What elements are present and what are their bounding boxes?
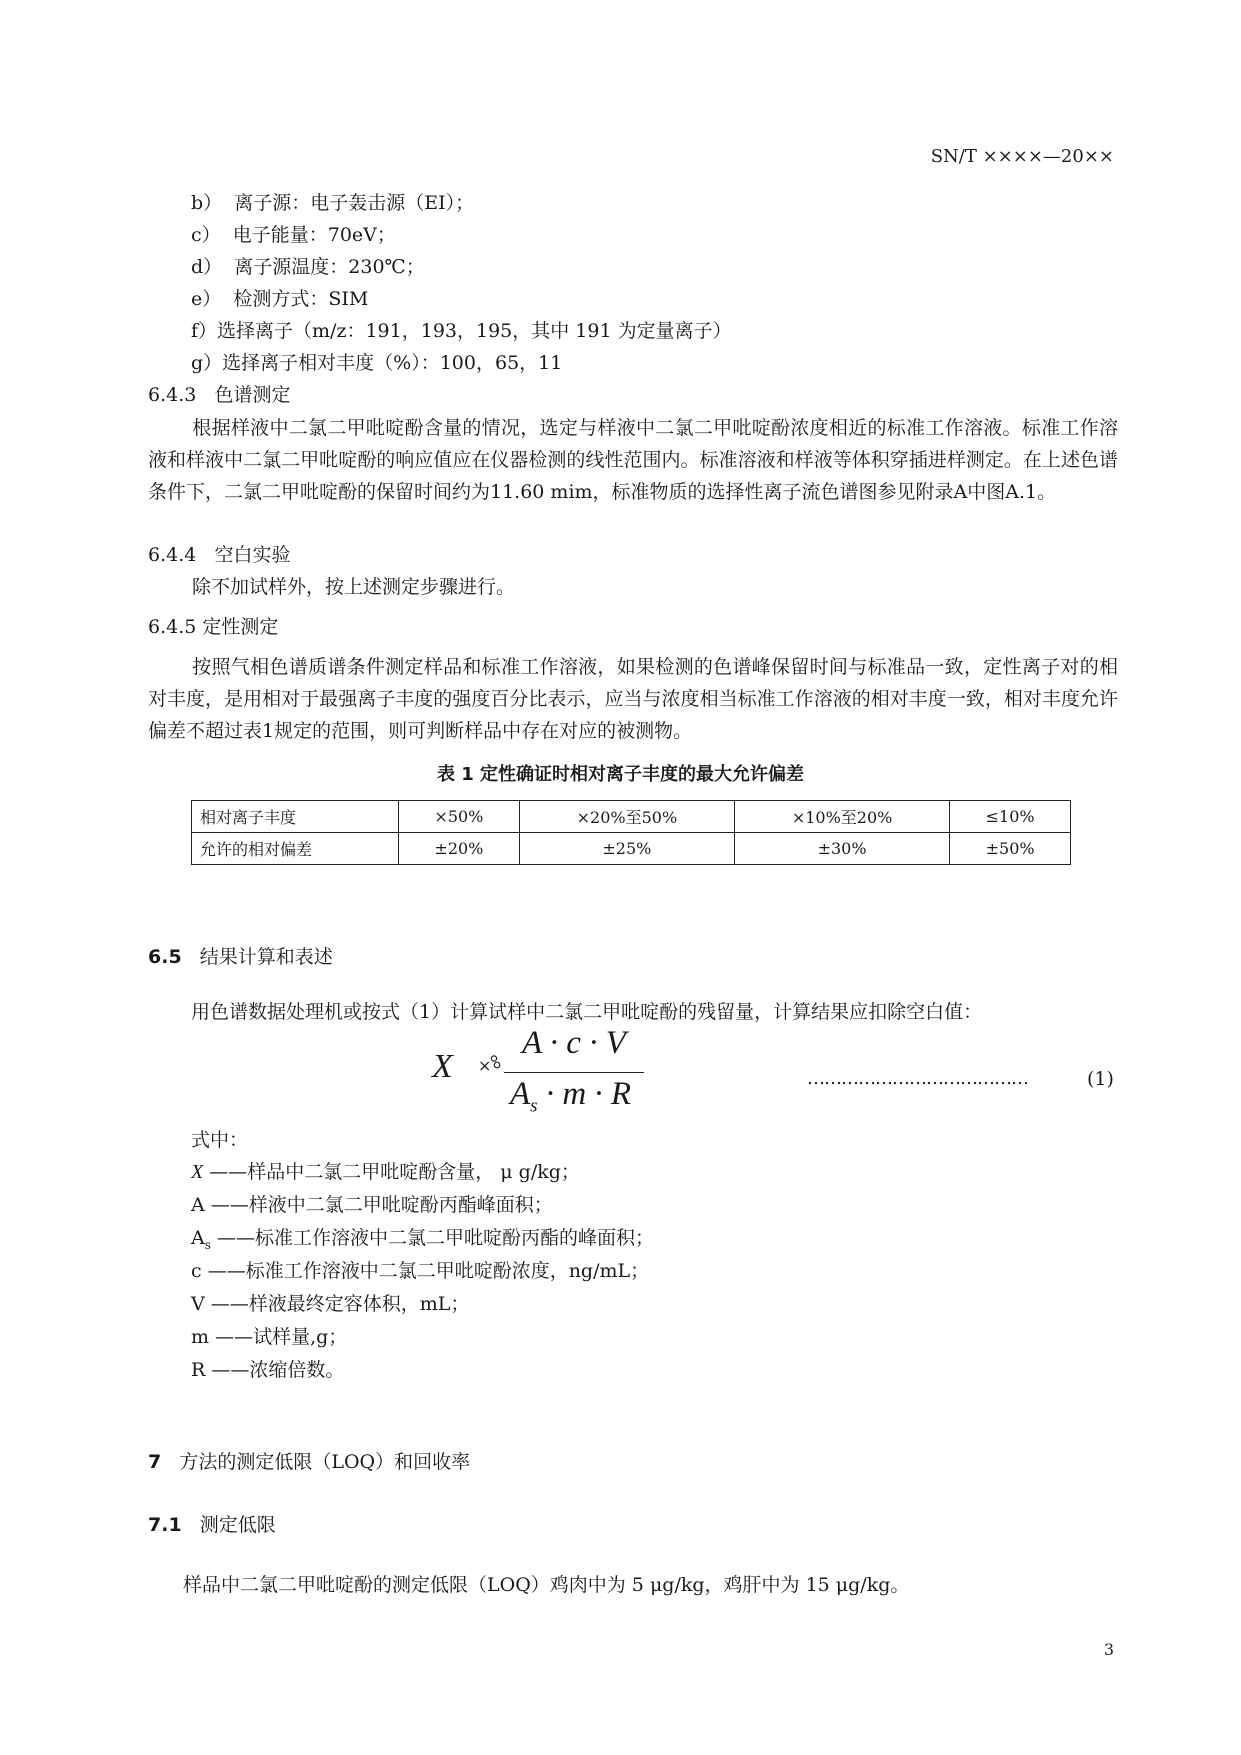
definition-text: ——标准工作溶液中二氯二甲吡啶酚浓度，ng/mL； bbox=[201, 1260, 650, 1282]
equals-circles-icon bbox=[489, 1055, 503, 1069]
table-cell: ×10%至20% bbox=[734, 801, 949, 833]
formula-equals-glyph: × bbox=[478, 1056, 492, 1075]
section-heading-6-5 bbox=[148, 942, 333, 969]
list-item-g: g）选择离子相对丰度（%）：100，65，11 bbox=[191, 352, 563, 374]
table-cell: ±50% bbox=[950, 833, 1071, 865]
deviation-table bbox=[191, 800, 1071, 865]
table-cell: ±30% bbox=[734, 833, 949, 865]
symbol: m bbox=[191, 1326, 210, 1348]
definition-c bbox=[191, 1256, 649, 1286]
where-label: 式中： bbox=[191, 1129, 249, 1151]
table-cell: ±20% bbox=[399, 833, 520, 865]
page-number: 3 bbox=[1103, 1640, 1114, 1659]
list-item-b bbox=[191, 188, 474, 218]
table-row bbox=[192, 801, 1071, 833]
definition-text: ——样液中二氯二甲吡啶酚丙酯峰面积； bbox=[204, 1194, 553, 1216]
table-cell: ×50% bbox=[399, 801, 520, 833]
section-title: 方法的测定低限（LOQ）和回收率 bbox=[179, 1451, 471, 1473]
paragraph-6-4-4: 除不加试样外，按上述测定步骤进行。 bbox=[192, 576, 516, 598]
formula-denominator: $A_s \cdot m \cdot R$ bbox=[510, 1076, 632, 1117]
paragraph-6-4-3 bbox=[148, 412, 1118, 508]
section-number: 6.4.5 bbox=[148, 616, 197, 638]
list-label: b） bbox=[191, 192, 223, 214]
table-cell: ≤10% bbox=[950, 801, 1071, 833]
definition-text: ——标准工作溶液中二氯二甲吡啶酚丙酯的峰面积； bbox=[210, 1227, 654, 1249]
section-title: 空白实验 bbox=[214, 544, 291, 566]
table-cell: 相对离子丰度 bbox=[192, 801, 399, 833]
symbol: A bbox=[191, 1194, 205, 1216]
list-item-e bbox=[191, 284, 368, 314]
list-text: 检测方式：SIM bbox=[233, 288, 369, 310]
list-item-d bbox=[191, 252, 425, 282]
formula-lhs: X bbox=[432, 1048, 453, 1085]
definition-text: ——样品中二氯二甲吡啶酚含量， μ g/kg； bbox=[203, 1161, 580, 1183]
section-heading-6-4-5 bbox=[148, 612, 278, 642]
list-label: d） bbox=[191, 256, 223, 278]
definition-text: ——试样量,g； bbox=[209, 1326, 348, 1348]
definition-m bbox=[191, 1322, 347, 1352]
table-row bbox=[192, 833, 1071, 865]
section-number: 7 bbox=[148, 1451, 162, 1473]
list-item-c bbox=[191, 220, 396, 250]
symbol: A bbox=[191, 1227, 205, 1249]
definition-text: ——样液最终定容体积，mL； bbox=[204, 1293, 470, 1315]
paragraph-text: 按照气相色谱质谱条件测定样品和标准工作溶液，如果检测的色谱峰保留时间与标准品一致，定性离子对的相对丰度，是用相对于最强离子丰度的强度百分比表示，应当与浓度相当标准工作溶液的相对丰度一致，相对丰度允许偏差不超过表1规定的范围，则可判断样品中存在对应的被测物。 bbox=[148, 656, 1118, 742]
list-label: e） bbox=[191, 288, 222, 310]
section-heading-6-4-3 bbox=[148, 380, 291, 410]
paragraph-text: 根据样液中二氯二甲吡啶酚含量的情况，选定与样液中二氯二甲吡啶酚浓度相近的标准工作溶液。标准工作溶液和样液中二氯二甲吡啶酚的响应值应在仪器检测的线性范围内。标准溶液和样液等体积穿插进样测定。在上述色谱条件下，二氯二甲吡啶酚的保留时间约为11.60 mim，标准物质的选择性离子流色谱图参见附录A中图A.1。 bbox=[148, 417, 1118, 503]
table-cell: 允许的相对偏差 bbox=[192, 833, 399, 865]
section-heading-7 bbox=[148, 1447, 470, 1474]
section-number: 6.4.4 bbox=[148, 544, 197, 566]
table-cell: ×20%至50% bbox=[519, 801, 734, 833]
section-number: 7.1 bbox=[148, 1514, 182, 1536]
list-text: 离子源温度：230℃； bbox=[234, 256, 425, 278]
symbol: X bbox=[191, 1161, 204, 1183]
definition-v bbox=[191, 1289, 469, 1319]
paragraph-6-4-5 bbox=[148, 651, 1118, 747]
symbol: V bbox=[191, 1293, 205, 1315]
list-text: 离子源：电子轰击源（EI）； bbox=[234, 192, 475, 214]
section-heading-6-4-4 bbox=[148, 540, 291, 570]
formula-leader-dots: ………………………………… bbox=[807, 1068, 1028, 1089]
section-title: 定性测定 bbox=[202, 616, 279, 638]
symbol: R bbox=[191, 1359, 206, 1381]
section-title: 结果计算和表述 bbox=[199, 946, 333, 968]
definition-r bbox=[191, 1355, 344, 1385]
section-title: 测定低限 bbox=[199, 1514, 276, 1536]
symbol-subscript: s bbox=[204, 1237, 211, 1252]
definition-text: ——浓缩倍数。 bbox=[205, 1359, 345, 1381]
formula-numerator: A · c · V bbox=[522, 1025, 626, 1061]
section-number: 6.5 bbox=[148, 946, 182, 968]
table-caption: 表 1 定性确证时相对离子丰度的最大允许偏差 bbox=[436, 764, 805, 785]
list-item-f: f）选择离子（m/z：191，193，195，其中 191 为定量离子） bbox=[191, 320, 732, 342]
definition-a bbox=[191, 1190, 553, 1220]
doc-code: SN/T ××××—20×× bbox=[930, 146, 1114, 167]
list-text: 电子能量：70eV； bbox=[232, 224, 396, 246]
symbol: c bbox=[191, 1260, 202, 1282]
table-cell: ±25% bbox=[519, 833, 734, 865]
fraction-bar bbox=[504, 1072, 644, 1073]
section-heading-7-1 bbox=[148, 1510, 276, 1537]
definition-as bbox=[191, 1223, 654, 1260]
formula-number: (1) bbox=[1087, 1068, 1114, 1090]
section-number: 6.4.3 bbox=[148, 384, 197, 406]
paragraph-6-5: 用色谱数据处理机或按式（1）计算试样中二氯二甲吡啶酚的残留量，计算结果应扣除空白值： bbox=[191, 1001, 983, 1023]
section-title: 色谱测定 bbox=[214, 384, 291, 406]
list-label: c） bbox=[191, 224, 221, 246]
definition-x bbox=[191, 1157, 580, 1187]
paragraph-7-1: 样品中二氯二甲吡啶酚的测定低限（LOQ）鸡肉中为 5 μg/kg，鸡肝中为 15 μg/kg。 bbox=[183, 1574, 910, 1596]
